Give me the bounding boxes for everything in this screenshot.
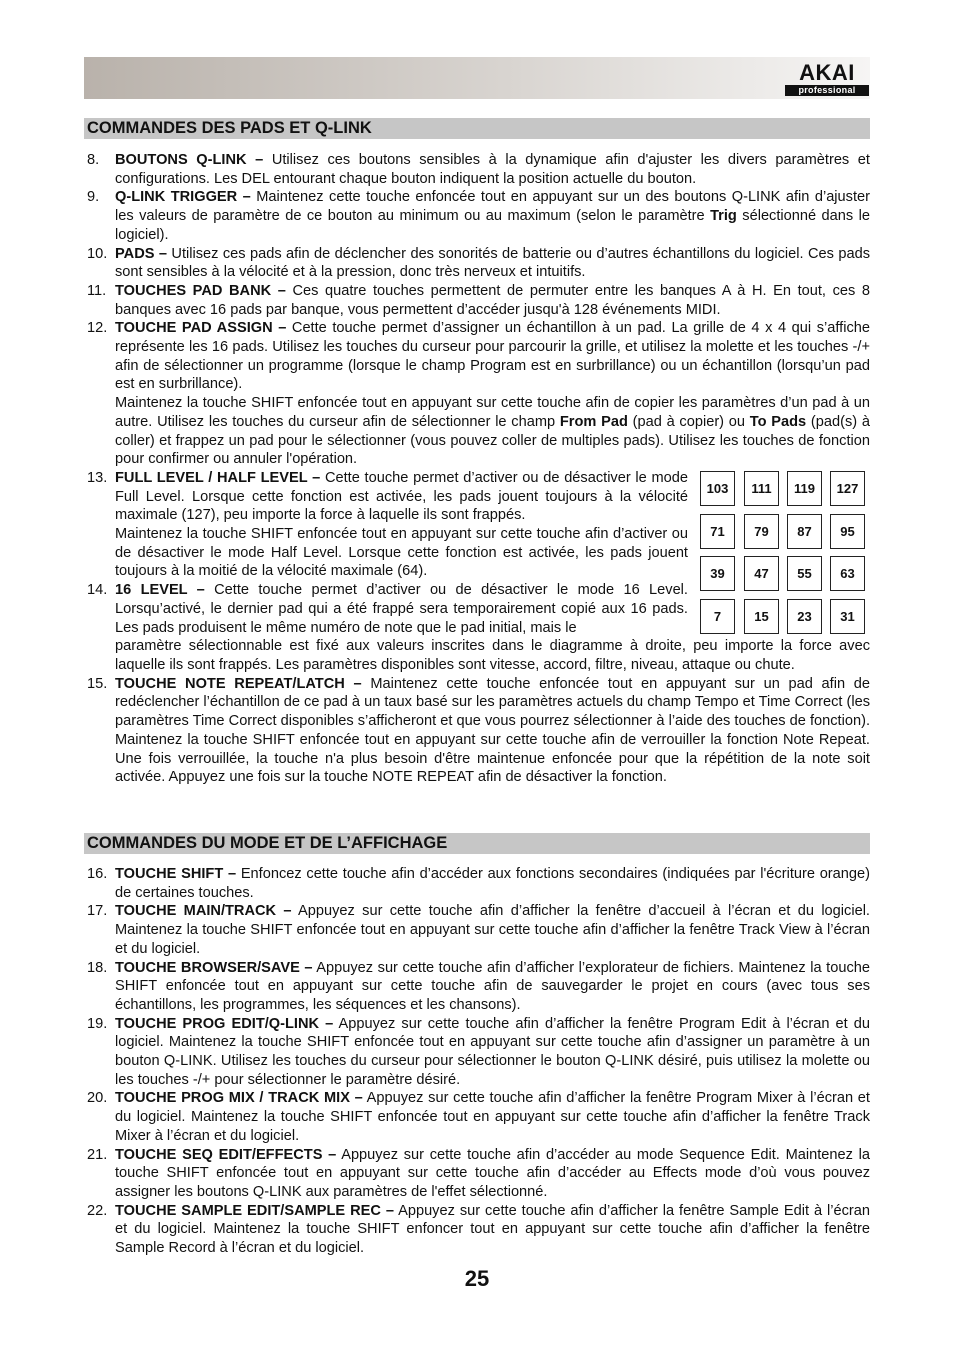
- section-title-pads: COMMANDES DES PADS ET Q-LINK: [84, 118, 870, 139]
- item-text: Maintenez cette touche enfoncée tout en appuyant sur un des boutons Q-LINK afin d’ajuster les valeurs de paramètre de ce bouton au minimum ou au maximum (selon le paramètre: [115, 189, 870, 225]
- akai-logo: [782, 62, 872, 98]
- item-text: sélectionné dans le logiciel).: [115, 208, 870, 243]
- item-lead: TOUCHE PROG MIX / TRACK MIX –: [115, 1090, 363, 1107]
- pads-qlink-list: [84, 151, 870, 787]
- item-text: Appuyez sur cette touche afin d’afficher l’explorateur de fichiers. Maintenez la touche SHIFT enfoncée tout en appuyant sur cette touche afin de sauvegarder le projet en cours (avec tous ses échantillons, les programmes, les séquences et les chansons).: [115, 959, 870, 1013]
- grid-cell: 111: [744, 471, 779, 506]
- item-lead: FULL LEVEL / HALF LEVEL –: [115, 469, 321, 486]
- item-lead: TOUCHE MAIN/TRACK –: [115, 903, 292, 920]
- grid-cell: 39: [700, 556, 735, 591]
- item-bold: From Pad: [559, 413, 628, 430]
- page-number: 25: [464, 1266, 490, 1291]
- item-number: 21.: [87, 1146, 108, 1163]
- item-lead: TOUCHE PAD ASSIGN –: [115, 320, 287, 337]
- list-item: [84, 959, 870, 1015]
- item-lead: 16 LEVEL –: [115, 582, 205, 599]
- item-number: 8.: [87, 152, 100, 168]
- list-item: [84, 151, 870, 188]
- item-lead: TOUCHE SAMPLE EDIT/SAMPLE REC –: [115, 1202, 394, 1219]
- grid-cell: 15: [744, 599, 779, 634]
- list-item: [84, 1146, 870, 1202]
- item-text: Appuyez sur cette touche afin d’afficher la fenêtre d’accueil à l’écran et du logiciel. Maintenez la touche SHIFT enfoncée tout en appuyant sur cette touche afin d’afficher la fenêtre Track View à l’écran et du logiciel.: [115, 903, 870, 957]
- list-item: [84, 1015, 870, 1090]
- item-bold: Trig: [710, 208, 737, 225]
- item-lead: TOUCHE SHIFT –: [115, 866, 237, 882]
- item-text: Appuyez sur cette touche afin d’afficher la fenêtre Sample Edit à l’écran et du logiciel. Maintenez la touche SHIFT enfoncer tout en appuyant sur cette touche afin d’afficher la fenêtre Sample Record à l’écran et du logiciel.: [115, 1202, 870, 1257]
- item-lead: PADS –: [115, 245, 167, 262]
- list-item: [84, 902, 870, 958]
- list-item: [84, 865, 870, 902]
- grid-cell: 63: [830, 556, 865, 591]
- item-text: Maintenez la touche SHIFT enfoncée tout en appuyant sur cette touche afin de copier les paramètres d’un pad à un autre. Utilisez les touches du curseur afin de sélectionner le champ: [115, 395, 870, 430]
- item-text: Maintenez la touche SHIFT enfoncée tout en appuyant sur cette touche afin d’activer ou de désactiver le mode Half Level. Lorsque cette fonction est activée, les pads jouent toujours à la moitié de la vélocité maximale (64).: [115, 526, 688, 580]
- list-item: [84, 1089, 870, 1145]
- mode-display-list: [84, 865, 870, 1258]
- grid-cell: 87: [787, 514, 822, 549]
- item-bold: To Pads: [749, 413, 807, 430]
- grid-cell: 31: [830, 599, 865, 634]
- grid-cell: 7: [700, 599, 735, 634]
- item-text: Utilisez ces boutons sensibles à la dynamique afin d'ajuster les divers paramètres et configurations. Les DEL entourant chaque bouton indiquent la position actuelle du bouton.: [115, 152, 870, 187]
- item-text: (pad à copier) ou: [627, 413, 750, 430]
- item-number: 10.: [87, 245, 108, 262]
- velocity-grid: [700, 471, 868, 637]
- item-number: 20.: [87, 1090, 108, 1107]
- item-lead: BOUTONS Q-LINK –: [115, 152, 264, 168]
- item-lead: TOUCHES PAD BANK –: [115, 282, 286, 299]
- item-text: Cette touche permet d’assigner un échantillon à un pad. La grille de 4 x 4 qui s’affiche représente les 16 pads. Utilisez les touches du curseur pour parcourir la grille, et utilisez la molette et les touches -/+ afin de sélectionner un programme (lorsque le champ Program est en surbrillance) ou un échantillon (lorsqu’un pad est en surbrillance).: [115, 320, 870, 393]
- item-text: Cette touche permet d’activer ou de désactiver le mode Full Level. Lorsque cette fonction est activée, les pads jouent toujours à la vélocité maximale (127), peu importe la force à laquelle ils sont frappés.: [115, 469, 689, 524]
- item-number: 16.: [87, 866, 108, 882]
- item-text: Appuyez sur cette touche afin d’afficher la fenêtre Program Mixer à l’écran et du logiciel. Maintenez la touche SHIFT enfoncée tout en appuyant sur cette touche afin d’afficher la fenêtre Track Mixer à l’écran et du logiciel.: [115, 1090, 870, 1144]
- section-title-mode: COMMANDES DU MODE ET DE L’AFFICHAGE: [84, 833, 870, 854]
- grid-cell: 103: [700, 471, 735, 506]
- grid-cell: 95: [830, 514, 865, 549]
- item-number: 12.: [87, 320, 108, 337]
- item-text: Utilisez ces pads afin de déclencher des sonorités de batterie ou d’autres échantillons du logiciel. Ces pads sont sensibles à la vélocité et à la pression, donc très nerveux et intuitifs.: [115, 245, 870, 281]
- item-text: Appuyez sur cette touche afin d’afficher la fenêtre Program Edit à l’écran et du logiciel. Maintenez la touche SHIFT enfoncée tout en appuyant sur cette touche afin d’assigner un paramètre à un bouton Q-LINK. Utilisez les touches du curseur pour sélectionner le bouton Q-LINK désiré, puis utilisez la molette ou les touches -/+ pour sélectionner le paramètre désiré.: [115, 1015, 870, 1088]
- item-text: (pad(s) à coller) et frappez un pad pour le sélectionner (vous pouvez coller de multiples pads). Utilisez les touches de fonction pour confirmer ou annuler l'opération.: [115, 413, 870, 468]
- item-lead: TOUCHE BROWSER/SAVE –: [115, 959, 313, 976]
- grid-cell: 71: [700, 514, 735, 549]
- item-lead: Q-LINK TRIGGER –: [115, 189, 251, 206]
- list-item: [84, 282, 870, 319]
- header-bar: [84, 57, 870, 99]
- item-number: 13.: [87, 469, 108, 486]
- logo-brand: AKAI: [799, 60, 855, 85]
- list-item: [84, 188, 870, 244]
- grid-cell: 55: [787, 556, 822, 591]
- list-item: [84, 245, 870, 282]
- item-lead: TOUCHE NOTE REPEAT/LATCH –: [115, 675, 362, 692]
- item-number: 18.: [87, 959, 108, 976]
- grid-cell: 127: [830, 471, 865, 506]
- list-item: [84, 319, 870, 469]
- logo-subtitle: professional: [785, 85, 869, 96]
- item-number: 19.: [87, 1015, 108, 1032]
- grid-cell: 47: [744, 556, 779, 591]
- item-number: 11.: [87, 282, 107, 299]
- list-item: [84, 1202, 870, 1258]
- item-text: Ces quatre touches permettent de permuter entre les banques A à H. En tout, ces 8 banques avec 16 pads par banque, vous permettent d’accéder jusqu'à 128 événements MIDI.: [115, 282, 870, 318]
- item-number: 15.: [87, 675, 108, 692]
- list-item: [84, 675, 870, 787]
- item-text: Appuyez sur cette touche afin d’accéder au mode Sequence Edit. Maintenez la touche SHIFT enfoncée tout en appuyant sur cette touche afin d’accéder au Effects mode d’où vous pouvez assigner les boutons Q-LINK aux paramètres de l'effet sélectionné.: [115, 1146, 870, 1200]
- item-number: 22.: [87, 1202, 108, 1219]
- item-number: 9.: [87, 189, 100, 206]
- grid-cell: 23: [787, 599, 822, 634]
- grid-cell: 119: [787, 471, 822, 506]
- item-lead: TOUCHE SEQ EDIT/EFFECTS –: [115, 1146, 337, 1163]
- item-number: 17.: [87, 903, 108, 920]
- item-text: Maintenez cette touche enfoncée tout en appuyant sur un pad afin de redéclencher l’échantillon de ce pad à un taux basé sur les paramètres actuels du champ Tempo et Time Correct (les paramètres Time Correct disponibles s’afficheront et que vous pourrez sélectionner à l’aide des touches de fonction). Maintenez la touche SHIFT enfoncée tout en appuyant sur cette touche afin de verrouiller la fonction Note Repeat. Une fois verrouillée, la touche n'a plus besoin d'être maintenue enfoncée pour que la répétition de la note soit activée. Appuyez une fois sur la touche NOTE REPEAT afin de désactiver la fonction.: [115, 675, 871, 786]
- item-text: Enfoncez cette touche afin d’accéder aux fonctions secondaires (indiquées par l'écriture orange) de certaines touches.: [115, 866, 870, 901]
- item-lead: TOUCHE PROG EDIT/Q-LINK –: [115, 1015, 334, 1032]
- item-text: Cette touche permet d’activer ou de désactiver le mode 16 Level. Lorsqu’activé, le dernier pad qui a été frappé sera temporairement copié aux 16 pads. Les pads produisent le même numéro de note que le pad initial, mais le: [115, 582, 688, 636]
- item-number: 14.: [87, 582, 108, 599]
- grid-cell: 79: [744, 514, 779, 549]
- item-text: paramètre sélectionnable est fixé aux valeurs inscrites dans le diagramme à droite, peu importe la force avec laquelle ils sont frappés. Les paramètres disponibles sont vitesse, accord, filtre, niveau, attaque ou chute.: [115, 638, 870, 673]
